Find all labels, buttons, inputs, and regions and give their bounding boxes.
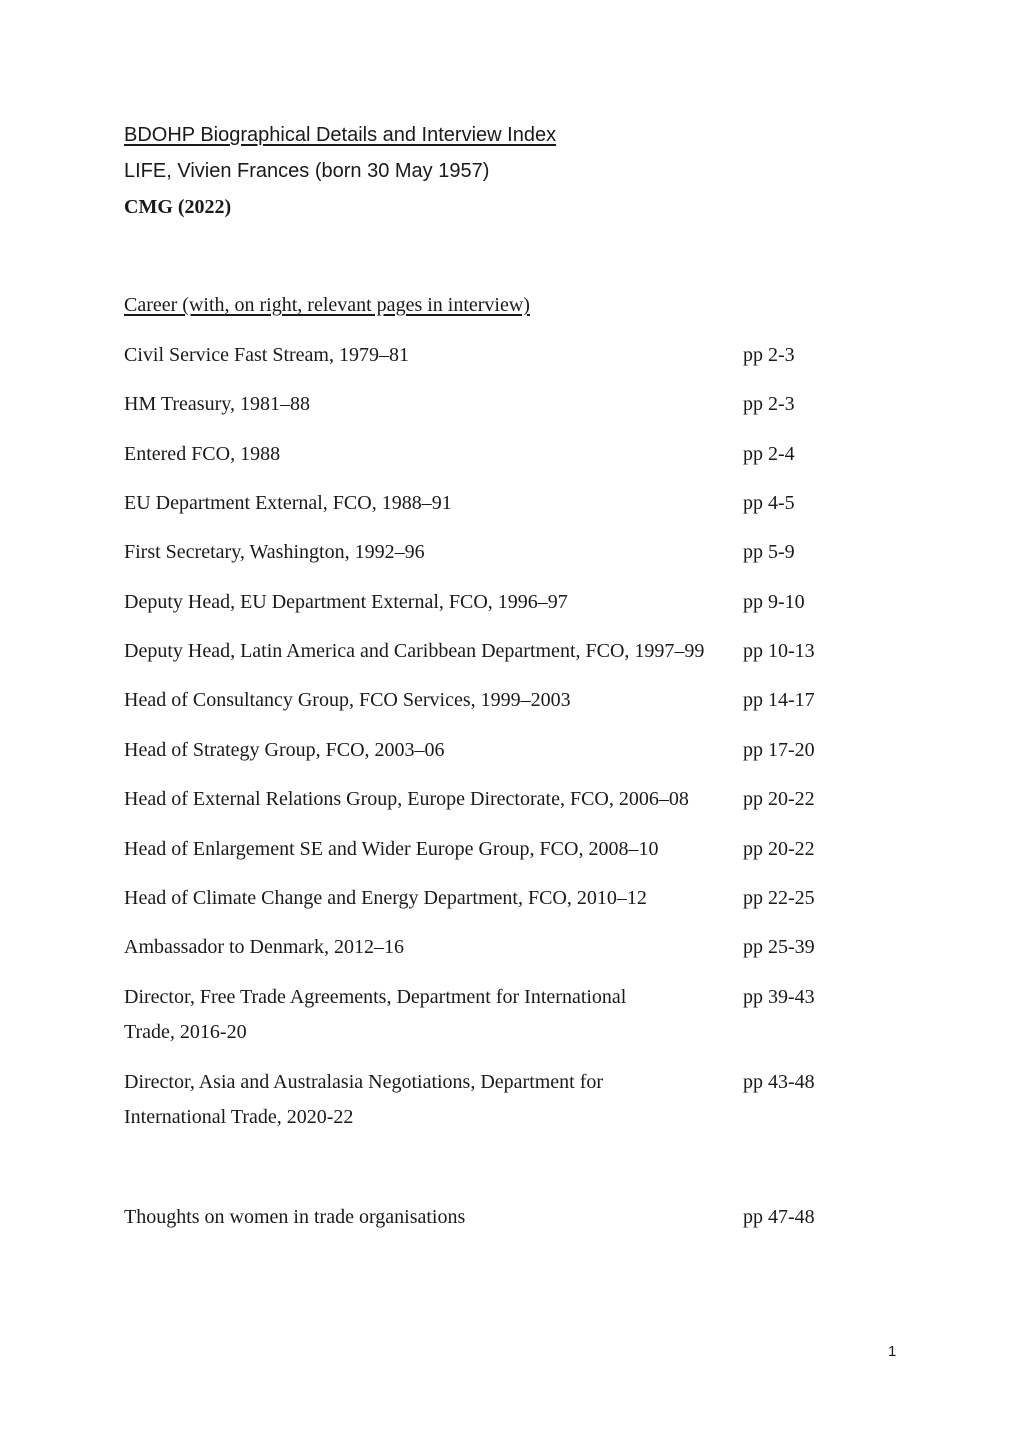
career-role: Head of Strategy Group, FCO, 2003–06: [124, 739, 445, 761]
career-pages: pp 14-17: [743, 689, 815, 711]
career-pages: pp 20-22: [743, 788, 815, 810]
page-number: 1: [888, 1343, 897, 1360]
career-pages: pp 9-10: [743, 591, 805, 613]
career-pages: pp 20-22: [743, 838, 815, 860]
honour: CMG (2022): [124, 196, 232, 218]
career-role: EU Department External, FCO, 1988–91: [124, 492, 452, 514]
career-role: Head of External Relations Group, Europe Directorate, FCO, 2006–08: [124, 788, 689, 810]
career-role: Civil Service Fast Stream, 1979–81: [124, 344, 409, 366]
career-pages: pp 22-25: [743, 887, 815, 909]
career-pages: pp 2-3: [743, 344, 795, 366]
career-role: Deputy Head, EU Department External, FCO, 1996–97: [124, 591, 568, 613]
document-title: BDOHP Biographical Details and Interview Index: [124, 124, 557, 146]
career-role: Director, Free Trade Agreements, Department for International Trade, 2016-20: [124, 986, 627, 1043]
career-pages: pp 2-4: [743, 443, 795, 465]
career-pages: pp 43-48: [743, 1071, 815, 1093]
career-pages: pp 25-39: [743, 936, 815, 958]
career-role: Head of Consultancy Group, FCO Services, 1999–2003: [124, 689, 571, 711]
additional-topic: Thoughts on women in trade organisations: [124, 1206, 466, 1228]
career-role: Director, Asia and Australasia Negotiations, Department for International Trade, 2020-22: [124, 1071, 604, 1128]
career-pages: pp 10-13: [743, 640, 815, 662]
career-pages: pp 39-43: [743, 986, 815, 1008]
career-role: First Secretary, Washington, 1992–96: [124, 541, 425, 563]
career-role: Entered FCO, 1988: [124, 443, 281, 465]
career-heading: Career (with, on right, relevant pages in interview): [124, 294, 530, 316]
career-pages: pp 2-3: [743, 393, 795, 415]
career-role: Head of Climate Change and Energy Department, FCO, 2010–12: [124, 887, 647, 909]
career-role: Deputy Head, Latin America and Caribbean Department, FCO, 1997–99: [124, 640, 705, 662]
additional-topic-pages: pp 47-48: [743, 1206, 815, 1228]
career-role: HM Treasury, 1981–88: [124, 393, 310, 415]
subject-name: LIFE, Vivien Frances (born 30 May 1957): [124, 160, 490, 182]
career-pages: pp 5-9: [743, 541, 795, 563]
career-pages: pp 17-20: [743, 739, 815, 761]
career-pages: pp 4-5: [743, 492, 795, 514]
career-role: Ambassador to Denmark, 2012–16: [124, 936, 404, 958]
career-role: Head of Enlargement SE and Wider Europe Group, FCO, 2008–10: [124, 838, 659, 860]
